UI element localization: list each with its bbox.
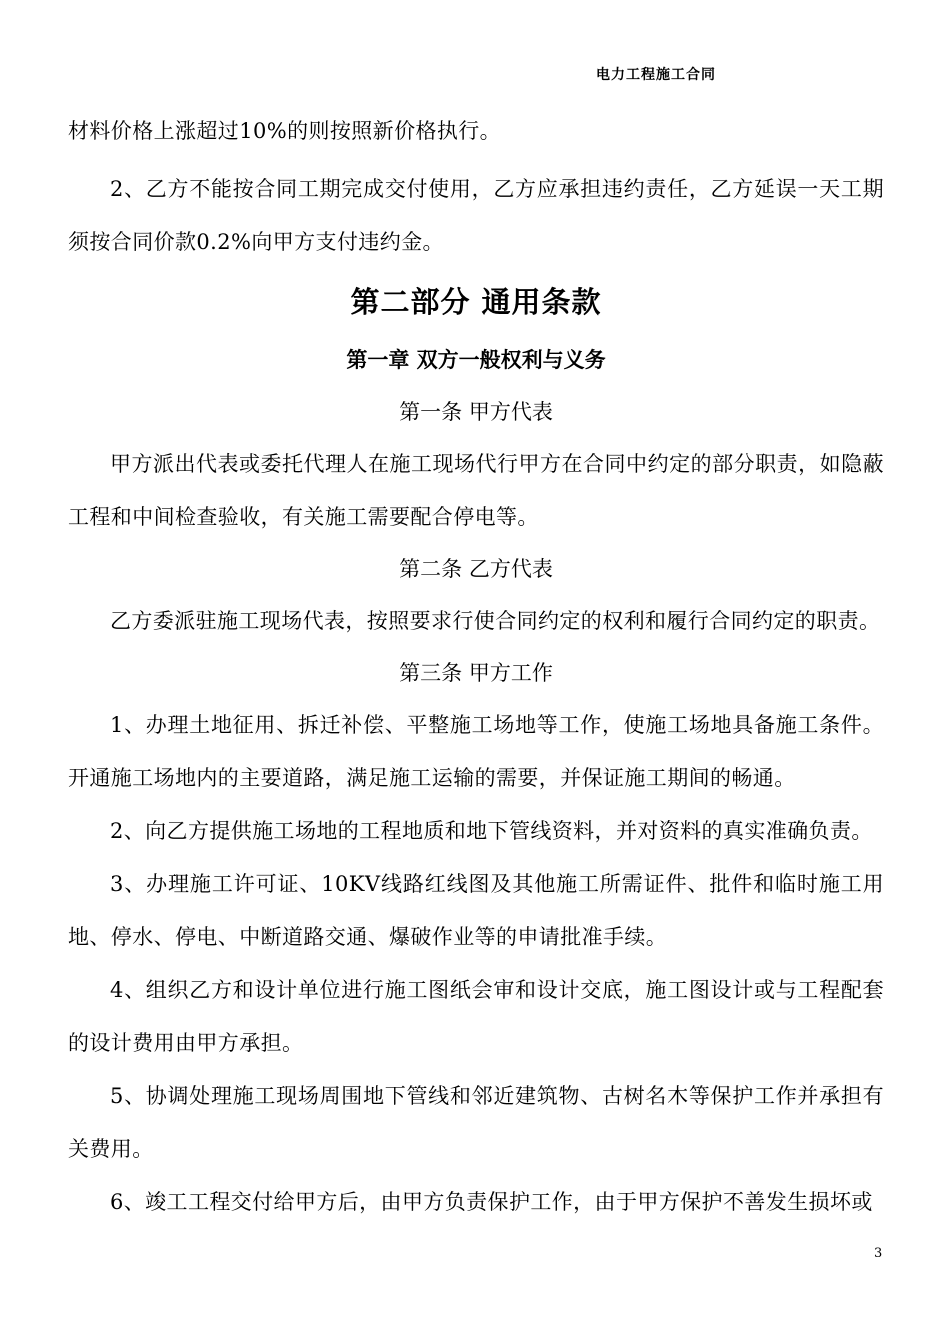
article-1-title: 第一条 甲方代表 bbox=[399, 400, 553, 424]
article-3-item-4: 4、组织乙方和设计单位进行施工图纸会审和设计交底，施工图设计或与工程配套的设计费用由甲方承担。 bbox=[68, 978, 884, 1055]
chapter-title: 第一章 双方一般权利与义务 bbox=[346, 348, 606, 372]
article-3-item-6: 6、竣工工程交付给甲方后，由甲方负责保护工作，由于甲方保护不善发生损坏或 bbox=[110, 1190, 873, 1214]
article-3-item-2: 2、向乙方提供施工场地的工程地质和地下管线资料，并对资料的真实准确负责。 bbox=[110, 819, 873, 843]
article-3-item-3: 3、办理施工许可证、10KV线路红线图及其他施工所需证件、批件和临时施工用地、停水、停电、中断道路交通、爆破作业等的申请批准手续。 bbox=[68, 872, 884, 949]
article-2-text: 乙方委派驻施工现场代表，按照要求行使合同约定的权利和履行合同约定的职责。 bbox=[110, 609, 881, 633]
article-3-item-1: 1、办理土地征用、拆迁补偿、平整施工场地等工作，使施工场地具备施工条件。开通施工场地内的主要道路，满足施工运输的需要，并保证施工期间的畅通。 bbox=[68, 713, 884, 790]
page-number: 3 bbox=[874, 1246, 883, 1261]
part-title: 第二部分 通用条款 bbox=[350, 285, 602, 319]
page-header: 电力工程施工合同 bbox=[596, 67, 716, 83]
article-2-title: 第二条 乙方代表 bbox=[399, 557, 553, 581]
article-1-text: 甲方派出代表或委托代理人在施工现场代行甲方在合同中约定的部分职责，如隐蔽工程和中间检查验收，有关施工需要配合停电等。 bbox=[68, 452, 884, 529]
article-3-item-5: 5、协调处理施工现场周围地下管线和邻近建筑物、古树名木等保护工作并承担有关费用。 bbox=[68, 1084, 884, 1161]
paragraph-penalty: 2、乙方不能按合同工期完成交付使用，乙方应承担违约责任，乙方延误一天工期须按合同价款0.2%向甲方支付违约金。 bbox=[68, 177, 884, 254]
document-body bbox=[68, 110, 884, 1229]
article-3-title: 第三条 甲方工作 bbox=[399, 661, 553, 685]
paragraph-continued: 材料价格上涨超过10%的则按照新价格执行。 bbox=[68, 119, 502, 143]
